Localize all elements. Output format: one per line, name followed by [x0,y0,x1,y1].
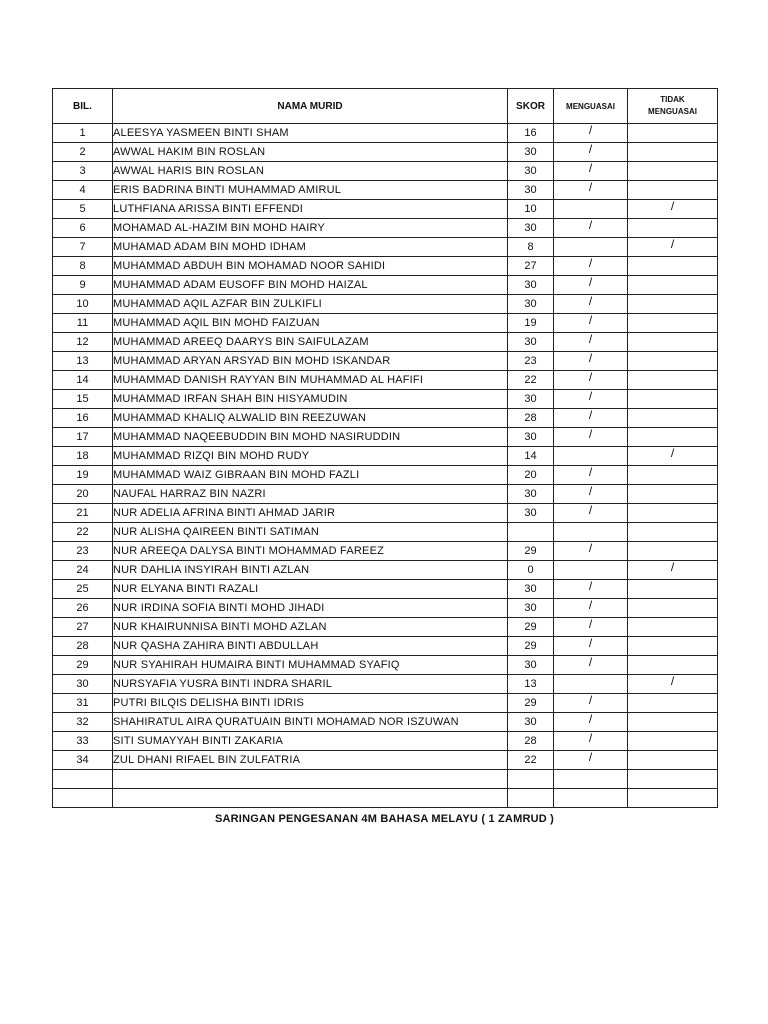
table-row [53,162,718,181]
menguasai-mark: / [554,694,628,713]
menguasai-mark: / [554,428,628,447]
table-row [53,238,718,257]
nama-cell: MUHAMMAD NAQEEBUDDIN BIN MOHD NASIRUDDIN [113,428,508,447]
table-row [53,751,718,770]
bil-cell: 2 [53,143,113,162]
bil-cell: 10 [53,295,113,314]
nama-cell: NUR ALISHA QAIREEN BINTI SATIMAN [113,523,508,542]
bil-cell: 34 [53,751,113,770]
tidak-menguasai-mark: / [628,675,718,694]
nama-cell: ZUL DHANI RIFAEL BIN ZULFATRIA [113,751,508,770]
nama-cell: NUR AREEQA DALYSA BINTI MOHAMMAD FAREEZ [113,542,508,561]
nama-cell: MUHAMMAD AREEQ DAARYS BIN SAIFULAZAM [113,333,508,352]
header-nama-murid: NAMA MURID [113,89,508,124]
nama-cell: MUHAMMAD AQIL BIN MOHD FAIZUAN [113,314,508,333]
header-tidak-line1: TIDAK [660,95,685,104]
skor-cell: 16 [508,124,554,143]
bil-cell: 8 [53,257,113,276]
tidak-menguasai-mark [628,466,718,485]
tidak-menguasai-mark: / [628,238,718,257]
nama-cell: NAUFAL HARRAZ BIN NAZRI [113,485,508,504]
menguasai-mark [554,523,628,542]
nama-cell: NUR DAHLIA INSYIRAH BINTI AZLAN [113,561,508,580]
nama-cell: MUHAMMAD DANISH RAYYAN BIN MUHAMMAD AL HAFIFI [113,371,508,390]
table-row [53,352,718,371]
table-row [53,333,718,352]
table-row [53,789,718,808]
skor-cell [508,789,554,808]
bil-cell: 23 [53,542,113,561]
bil-cell: 14 [53,371,113,390]
skor-cell: 30 [508,599,554,618]
bil-cell: 12 [53,333,113,352]
menguasai-mark: / [554,352,628,371]
bil-cell: 21 [53,504,113,523]
skor-cell: 8 [508,238,554,257]
tidak-menguasai-mark [628,219,718,238]
tidak-menguasai-mark [628,428,718,447]
bil-cell: 6 [53,219,113,238]
nama-cell [113,789,508,808]
bil-cell: 7 [53,238,113,257]
table-row [53,694,718,713]
nama-cell: NUR ADELIA AFRINA BINTI AHMAD JARIR [113,504,508,523]
skor-cell: 30 [508,162,554,181]
table-row [53,219,718,238]
tidak-menguasai-mark [628,371,718,390]
table-row [53,143,718,162]
menguasai-mark: / [554,637,628,656]
menguasai-mark [554,770,628,789]
nama-cell: MUHAMMAD IRFAN SHAH BIN HISYAMUDIN [113,390,508,409]
bil-cell: 30 [53,675,113,694]
skor-cell: 30 [508,713,554,732]
table-row [53,542,718,561]
skor-cell: 30 [508,656,554,675]
skor-cell: 30 [508,485,554,504]
bil-cell: 25 [53,580,113,599]
skor-cell: 30 [508,580,554,599]
menguasai-mark: / [554,276,628,295]
bil-cell: 26 [53,599,113,618]
header-tidak-line2: MENGUASAI [648,107,697,116]
nama-cell: AWWAL HARIS BIN ROSLAN [113,162,508,181]
score-table [52,88,718,808]
menguasai-mark: / [554,580,628,599]
menguasai-mark: / [554,219,628,238]
nama-cell: NUR KHAIRUNNISA BINTI MOHD AZLAN [113,618,508,637]
skor-cell: 20 [508,466,554,485]
bil-cell: 28 [53,637,113,656]
tidak-menguasai-mark [628,390,718,409]
nama-cell: MUHAMMAD RIZQI BIN MOHD RUDY [113,447,508,466]
tidak-menguasai-mark [628,504,718,523]
table-row [53,200,718,219]
tidak-menguasai-mark [628,162,718,181]
header-row [53,89,718,124]
menguasai-mark: / [554,333,628,352]
footer-title: SARINGAN PENGESANAN 4M BAHASA MELAYU ( 1 ZAMRUD ) [214,813,554,825]
menguasai-mark: / [554,314,628,333]
table-header [53,89,718,124]
tidak-menguasai-mark [628,276,718,295]
bil-cell: 22 [53,523,113,542]
menguasai-mark: / [554,409,628,428]
nama-cell: AWWAL HAKIM BIN ROSLAN [113,143,508,162]
menguasai-mark: / [554,295,628,314]
nama-cell: ALEESYA YASMEEN BINTI SHAM [113,124,508,143]
table-row [53,561,718,580]
skor-cell: 14 [508,447,554,466]
skor-cell: 30 [508,333,554,352]
menguasai-mark [554,789,628,808]
skor-cell: 23 [508,352,554,371]
table-row [53,314,718,333]
menguasai-mark: / [554,466,628,485]
menguasai-mark [554,238,628,257]
menguasai-mark: / [554,656,628,675]
nama-cell: SHAHIRATUL AIRA QURATUAIN BINTI MOHAMAD NOR ISZUWAN [113,713,508,732]
tidak-menguasai-mark [628,732,718,751]
bil-cell: 27 [53,618,113,637]
nama-cell: MUHAMMAD WAIZ GIBRAAN BIN MOHD FAZLI [113,466,508,485]
bil-cell: 16 [53,409,113,428]
table-row [53,713,718,732]
table-body [53,124,718,808]
bil-cell [53,770,113,789]
table-row [53,409,718,428]
table-row [53,504,718,523]
menguasai-mark: / [554,162,628,181]
table-row [53,124,718,143]
skor-cell: 0 [508,561,554,580]
menguasai-mark [554,675,628,694]
table-row [53,675,718,694]
nama-cell: NUR QASHA ZAHIRA BINTI ABDULLAH [113,637,508,656]
table-row [53,485,718,504]
skor-cell: 28 [508,409,554,428]
bil-cell: 1 [53,124,113,143]
tidak-menguasai-mark [628,124,718,143]
table-row [53,732,718,751]
menguasai-mark: / [554,751,628,770]
bil-cell: 11 [53,314,113,333]
skor-cell: 30 [508,504,554,523]
nama-cell: MUHAMMAD ADAM EUSOFF BIN MOHD HAIZAL [113,276,508,295]
table-row [53,618,718,637]
table-row [53,466,718,485]
bil-cell [53,789,113,808]
tidak-menguasai-mark [628,637,718,656]
nama-cell: LUTHFIANA ARISSA BINTI EFFENDI [113,200,508,219]
menguasai-mark: / [554,542,628,561]
skor-cell [508,523,554,542]
table-row [53,371,718,390]
nama-cell [113,770,508,789]
tidak-menguasai-mark [628,789,718,808]
bil-cell: 29 [53,656,113,675]
table-row [53,295,718,314]
table-row [53,770,718,789]
tidak-menguasai-mark [628,295,718,314]
menguasai-mark: / [554,599,628,618]
tidak-menguasai-mark [628,409,718,428]
bil-cell: 15 [53,390,113,409]
skor-cell: 22 [508,751,554,770]
skor-cell: 30 [508,276,554,295]
menguasai-mark: / [554,713,628,732]
bil-cell: 3 [53,162,113,181]
table-row [53,276,718,295]
skor-cell [508,770,554,789]
table-row [53,523,718,542]
skor-cell: 13 [508,675,554,694]
tidak-menguasai-mark [628,352,718,371]
tidak-menguasai-mark [628,542,718,561]
tidak-menguasai-mark: / [628,200,718,219]
skor-cell: 10 [508,200,554,219]
bil-cell: 5 [53,200,113,219]
menguasai-mark: / [554,504,628,523]
bil-cell: 19 [53,466,113,485]
bil-cell: 31 [53,694,113,713]
table-row [53,390,718,409]
nama-cell: ERIS BADRINA BINTI MUHAMMAD AMIRUL [113,181,508,200]
skor-cell: 29 [508,542,554,561]
nama-cell: MOHAMAD AL-HAZIM BIN MOHD HAIRY [113,219,508,238]
menguasai-mark: / [554,390,628,409]
skor-cell: 30 [508,428,554,447]
tidak-menguasai-mark [628,333,718,352]
header-bil: BIL. [53,89,113,124]
nama-cell: NURSYAFIA YUSRA BINTI INDRA SHARIL [113,675,508,694]
menguasai-mark: / [554,485,628,504]
skor-cell: 29 [508,637,554,656]
nama-cell: MUHAMMAD ABDUH BIN MOHAMAD NOOR SAHIDI [113,257,508,276]
nama-cell: NUR SYAHIRAH HUMAIRA BINTI MUHAMMAD SYAFIQ [113,656,508,675]
tidak-menguasai-mark [628,751,718,770]
nama-cell: SITI SUMAYYAH BINTI ZAKARIA [113,732,508,751]
table-row [53,637,718,656]
menguasai-mark: / [554,618,628,637]
table-row [53,599,718,618]
bil-cell: 20 [53,485,113,504]
bil-cell: 4 [53,181,113,200]
menguasai-mark: / [554,181,628,200]
bil-cell: 13 [53,352,113,371]
tidak-menguasai-mark [628,523,718,542]
tidak-menguasai-mark [628,181,718,200]
menguasai-mark: / [554,732,628,751]
nama-cell: NUR ELYANA BINTI RAZALI [113,580,508,599]
tidak-menguasai-mark: / [628,561,718,580]
skor-cell: 30 [508,181,554,200]
header-menguasai: MENGUASAI [554,89,628,124]
skor-cell: 29 [508,694,554,713]
tidak-menguasai-mark [628,618,718,637]
bil-cell: 18 [53,447,113,466]
table-row [53,181,718,200]
skor-cell: 28 [508,732,554,751]
tidak-menguasai-mark [628,485,718,504]
table-row [53,580,718,599]
tidak-menguasai-mark [628,713,718,732]
menguasai-mark: / [554,371,628,390]
skor-cell: 29 [508,618,554,637]
bil-cell: 9 [53,276,113,295]
nama-cell: PUTRI BILQIS DELISHA BINTI IDRIS [113,694,508,713]
bil-cell: 24 [53,561,113,580]
skor-cell: 22 [508,371,554,390]
skor-cell: 30 [508,295,554,314]
tidak-menguasai-mark [628,314,718,333]
menguasai-mark [554,200,628,219]
table-row [53,428,718,447]
bil-cell: 33 [53,732,113,751]
tidak-menguasai-mark [628,656,718,675]
nama-cell: NUR IRDINA SOFIA BINTI MOHD JIHADI [113,599,508,618]
bil-cell: 32 [53,713,113,732]
tidak-menguasai-mark [628,580,718,599]
menguasai-mark [554,447,628,466]
bil-cell: 17 [53,428,113,447]
header-skor: SKOR [508,89,554,124]
menguasai-mark: / [554,124,628,143]
tidak-menguasai-mark [628,143,718,162]
header-tidak-menguasai [628,89,718,124]
skor-cell: 30 [508,390,554,409]
menguasai-mark: / [554,143,628,162]
table-row [53,656,718,675]
table-row [53,257,718,276]
tidak-menguasai-mark [628,257,718,276]
menguasai-mark [554,561,628,580]
nama-cell: MUHAMMAD AQIL AZFAR BIN ZULKIFLI [113,295,508,314]
nama-cell: MUHAMMAD KHALIQ ALWALID BIN REEZUWAN [113,409,508,428]
tidak-menguasai-mark [628,770,718,789]
nama-cell: MUHAMAD ADAM BIN MOHD IDHAM [113,238,508,257]
menguasai-mark: / [554,257,628,276]
skor-cell: 27 [508,257,554,276]
skor-cell: 30 [508,143,554,162]
skor-cell: 19 [508,314,554,333]
nama-cell: MUHAMMAD ARYAN ARSYAD BIN MOHD ISKANDAR [113,352,508,371]
tidak-menguasai-mark [628,694,718,713]
tidak-menguasai-mark: / [628,447,718,466]
tidak-menguasai-mark [628,599,718,618]
table-row [53,447,718,466]
skor-cell: 30 [508,219,554,238]
